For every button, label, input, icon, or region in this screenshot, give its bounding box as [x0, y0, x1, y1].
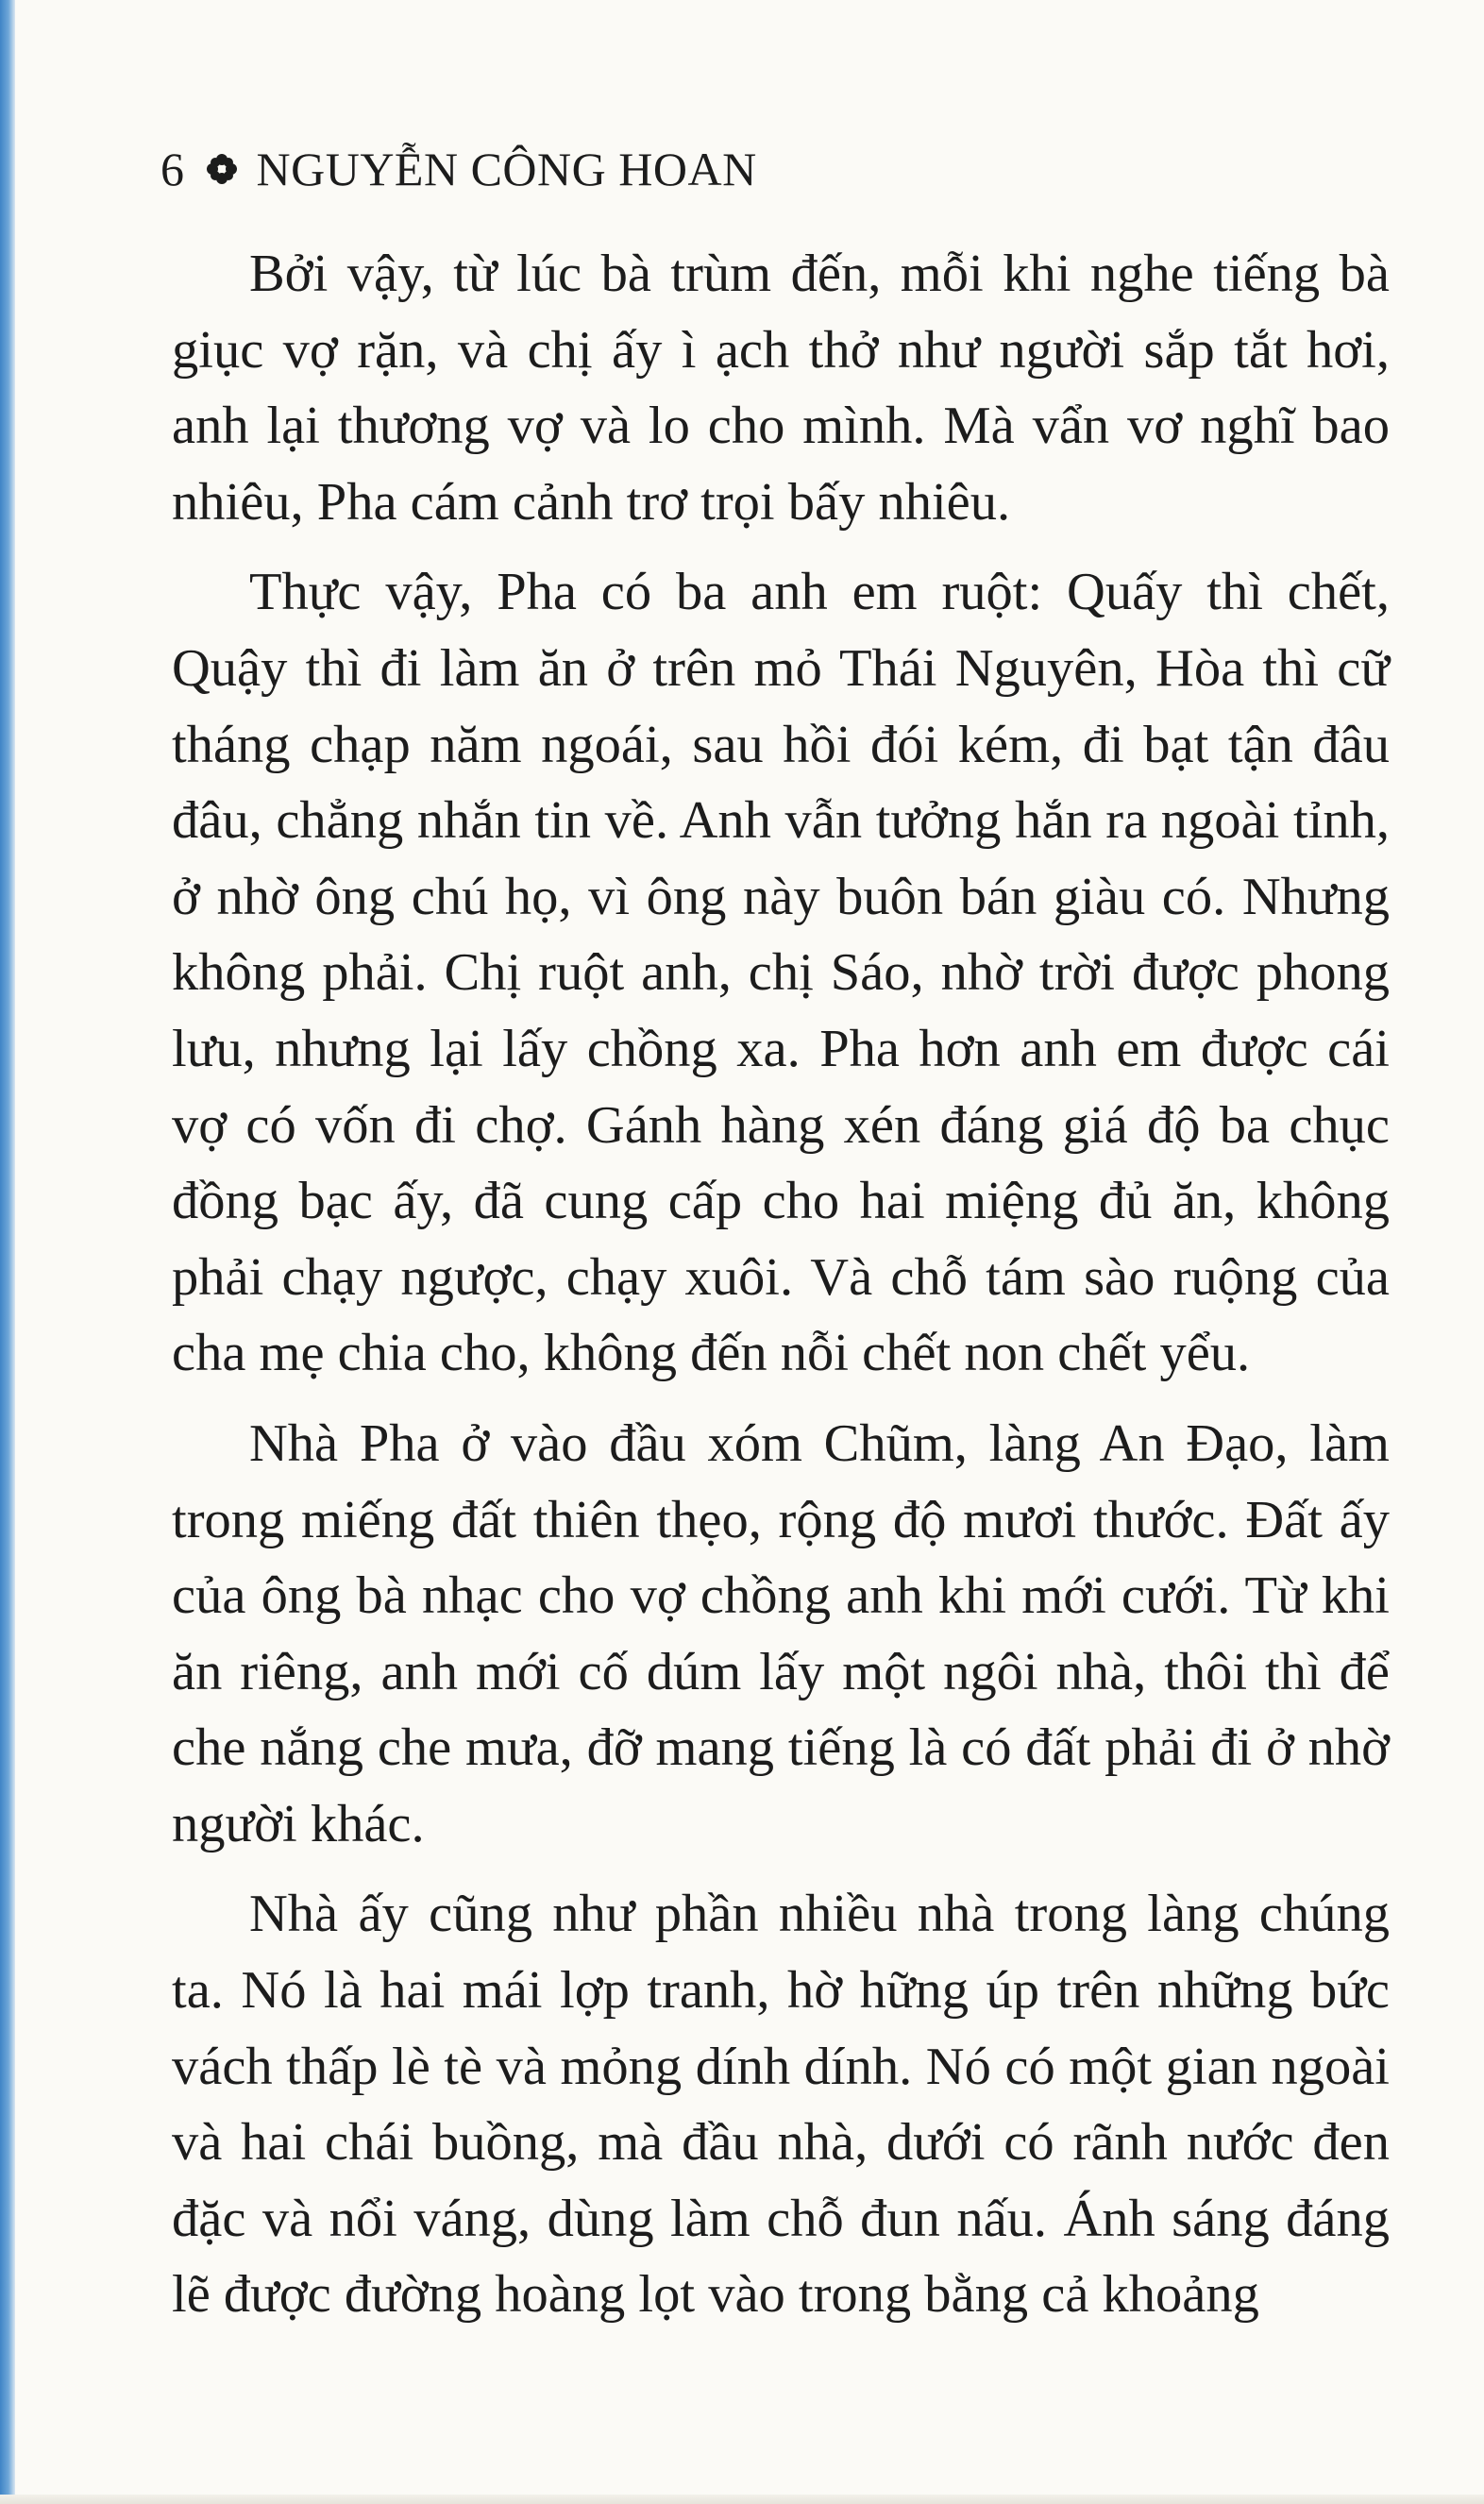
- paragraph: Bởi vậy, từ lúc bà trùm đến, mỗi khi nghe tiếng bà giục vợ rặn, và chị ấy ì ạch thở như người sắp tắt hơi, anh lại thương vợ và lo cho mình. Mà vẩn vơ nghĩ bao nhiêu, Pha cám cảnh trơ trọi bấy nhiêu.: [172, 245, 1390, 532]
- paragraph: Thực vậy, Pha có ba anh em ruột: Quấy thì chết, Quậy thì đi làm ăn ở trên mỏ Thái Nguyên, Hòa thì cữ tháng chạp năm ngoái, sau hồi đói kém, đi bạt tận đâu đâu, chẳng nhắn tin về. Anh vẫn tưởng hắn ra ngoài tỉnh, ở nhờ ông chú họ, vì ông này buôn bán giàu có. Nhưng không phải. Chị ruột anh, chị Sáo, nhờ trời được phong lưu, nhưng lại lấy chồng xa. Pha hơn anh em được cái vợ có vốn đi chợ. Gánh hàng xén đáng giá độ ba chục đồng bạc ấy, đã cung cấp cho hai miệng đủ ăn, không phải chạy ngược, chạy xuôi. Và chỗ tám sào ruộng của cha mẹ chia cho, không đến nỗi chết non chết yểu.: [172, 563, 1390, 1383]
- book-spine-edge: [0, 0, 15, 2504]
- body-text: [172, 236, 1390, 2333]
- page-number: 6: [160, 143, 185, 195]
- paragraph: Nhà Pha ở vào đầu xóm Chũm, làng An Đạo, làm trong miếng đất thiên thẹo, rộng độ mươi thước. Đất ấy của ông bà nhạc cho vợ chồng anh khi mới cưới. Từ khi ăn riêng, anh mới cố dúm lấy một ngôi nhà, thôi thì để che nắng che mưa, đỡ mang tiếng là có đất phải đi ở nhờ người khác.: [172, 1413, 1390, 1853]
- author-name: NGUYỄN CÔNG HOAN: [256, 143, 757, 195]
- running-header: [160, 142, 757, 196]
- page-bottom-edge: [0, 2495, 1484, 2504]
- paragraph: Nhà ấy cũng như phần nhiều nhà trong làng chúng ta. Nó là hai mái lợp tranh, hờ hững úp trên những bức vách thấp lè tè và mỏng dính dính. Nó có một gian ngoài và hai chái buồng, mà đầu nhà, dưới có rãnh nước đen đặc và nổi váng, dùng làm chỗ đun nấu. Ánh sáng đáng lẽ được đường hoàng lọt vào trong bằng cả khoảng: [172, 1885, 1390, 2325]
- flower-ornament-icon: [206, 153, 238, 185]
